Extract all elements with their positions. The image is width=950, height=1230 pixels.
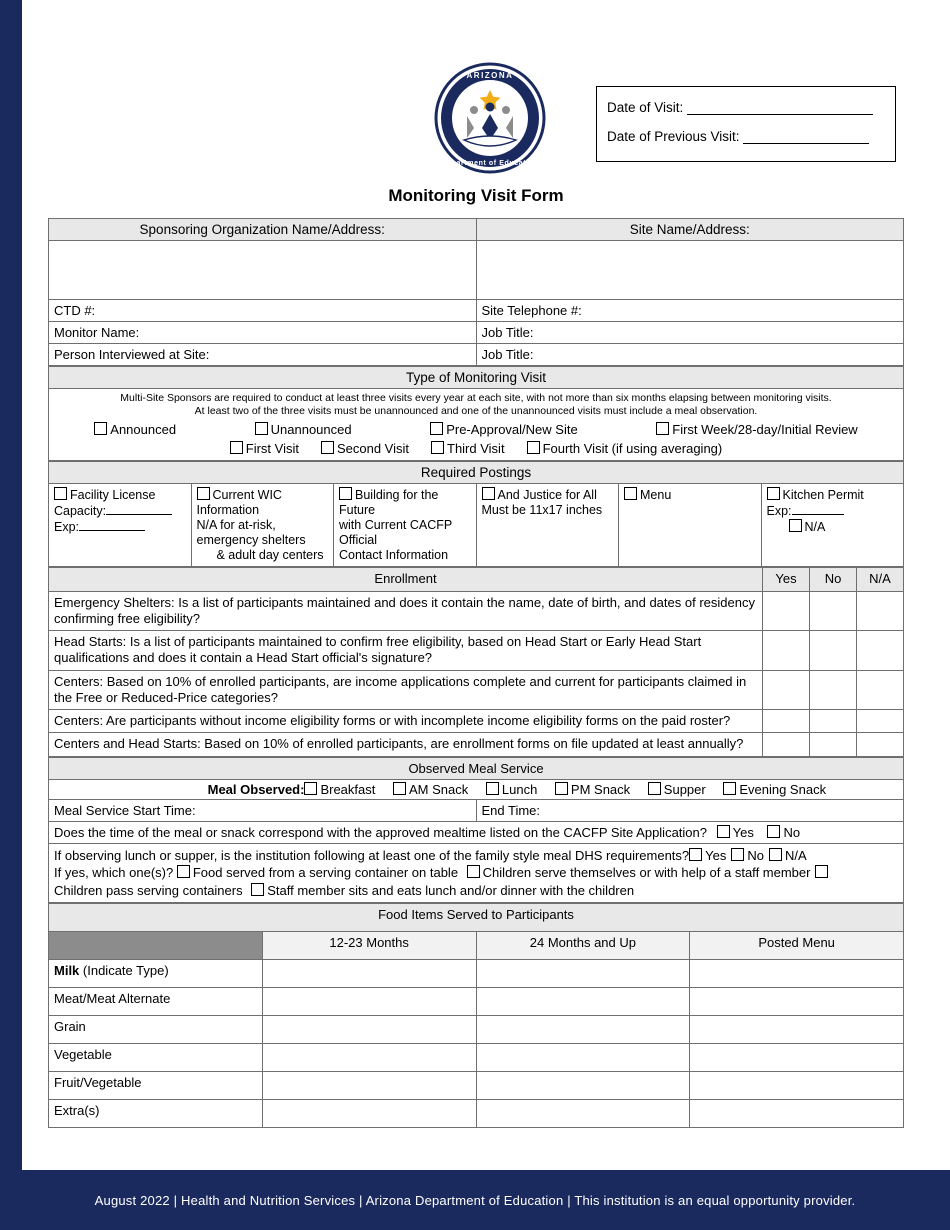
visit-date-box: [596, 86, 896, 162]
table-row: [49, 219, 904, 241]
checkbox-icon[interactable]: [431, 441, 444, 454]
food-row-vegetable: Vegetable: [49, 1044, 263, 1072]
table-row: [49, 241, 904, 300]
checkbox-icon[interactable]: [486, 782, 499, 795]
enrollment-answer-yes[interactable]: [763, 710, 810, 733]
enrollment-table: [48, 567, 904, 756]
table-row: [49, 344, 904, 366]
food-row-grain: Grain: [49, 1016, 263, 1044]
required-postings-band: Required Postings: [49, 462, 904, 484]
enrollment-answer-no[interactable]: [810, 733, 857, 756]
person-interviewed-label[interactable]: Person Interviewed at Site:: [49, 344, 477, 366]
exp-label: Exp:: [54, 520, 80, 535]
checkbox-icon[interactable]: [689, 848, 702, 861]
posting-sub1: with Current CACFP Official: [339, 518, 452, 548]
meal-end-time-label[interactable]: End Time:: [476, 799, 904, 821]
food-cell-posted-menu[interactable]: [690, 960, 904, 988]
food-items-table: [48, 903, 904, 1128]
checkbox-label-evening-snack: Evening Snack: [739, 781, 827, 797]
food-row-label: Milk: [54, 963, 80, 979]
posting-label: And Justice for All: [497, 488, 597, 503]
checkbox-icon[interactable]: [527, 441, 540, 454]
checkbox-label: Pre-Approval/New Site: [446, 422, 578, 438]
table-row: [49, 757, 904, 779]
checkbox-unannounced[interactable]: [255, 422, 352, 437]
food-cell-24-up[interactable]: [476, 1044, 690, 1072]
page-title: Monitoring Visit Form: [388, 186, 564, 205]
checkbox-second-visit[interactable]: [321, 441, 409, 456]
table-row: [49, 799, 904, 821]
food-row-milk: [49, 960, 263, 988]
meal-observed-label: Meal Observed:: [207, 781, 305, 797]
checkbox-icon[interactable]: [767, 825, 780, 838]
table-row: [49, 1044, 904, 1072]
checkbox-icon[interactable]: [555, 782, 568, 795]
checkbox-label-food-served-container: Food served from a serving container on table: [192, 865, 459, 881]
checkbox-icon[interactable]: [304, 782, 317, 795]
table-row: [49, 367, 904, 389]
food-cell-12-23[interactable]: [262, 1044, 476, 1072]
enrollment-answer-na[interactable]: [857, 591, 904, 631]
checkbox-label-children-pass-containers: Children pass serving containers: [54, 882, 243, 898]
date-of-previous-visit-row: [607, 128, 885, 144]
table-row: [49, 1072, 904, 1100]
monitoring-visit-options: [49, 420, 903, 460]
checkbox-icon[interactable]: [430, 422, 443, 435]
left-accent-bar: [0, 0, 22, 1230]
checkbox-icon[interactable]: [197, 487, 210, 500]
checkbox-first-visit[interactable]: [230, 441, 299, 456]
checkbox-icon[interactable]: [731, 848, 744, 861]
food-cell-posted-menu[interactable]: [690, 1016, 904, 1044]
checkbox-icon[interactable]: [815, 865, 828, 878]
checkbox-label-breakfast: Breakfast: [320, 781, 376, 797]
date-of-visit-row: [607, 99, 885, 115]
checkbox-label: First Visit: [245, 441, 299, 457]
checkbox-first-week-initial-review[interactable]: [656, 422, 857, 437]
date-of-previous-visit-field[interactable]: [743, 128, 869, 144]
enrollment-question-head-starts: Head Starts: Is a list of participants maintained to confirm free eligibility, based on Head Start or Early Head Start qualifications and does it contain a Head Start official's signature?: [49, 631, 763, 671]
capacity-field[interactable]: [106, 503, 172, 515]
posting-menu[interactable]: [619, 484, 762, 567]
food-cell-24-up[interactable]: [476, 960, 690, 988]
food-cell-12-23[interactable]: [262, 988, 476, 1016]
enrollment-col-na: N/A: [857, 568, 904, 591]
food-row-sublabel: (Indicate Type): [79, 963, 169, 979]
sponsor-header: Sponsoring Organization Name/Address:: [49, 219, 477, 241]
monitor-name-label[interactable]: Monitor Name:: [49, 322, 477, 344]
required-postings-table: [48, 461, 904, 567]
sponsor-site-table: [48, 218, 904, 366]
checkbox-third-visit[interactable]: [431, 441, 505, 456]
table-row: [49, 300, 904, 322]
checkbox-label: Fourth Visit (if using averaging): [542, 441, 723, 457]
checkbox-label: Announced: [110, 422, 177, 438]
checkbox-icon[interactable]: [767, 487, 780, 500]
meal-start-time-label[interactable]: Meal Service Start Time:: [49, 799, 477, 821]
posting-building-for-the-future[interactable]: [334, 484, 477, 567]
enrollment-answer-na[interactable]: [857, 670, 904, 710]
checkbox-icon[interactable]: [648, 782, 661, 795]
checkbox-label-yes: Yes: [732, 824, 754, 840]
svg-text:ARIZONA: ARIZONA: [466, 71, 514, 80]
posting-facility-license[interactable]: [49, 484, 192, 567]
checkbox-icon[interactable]: [251, 883, 264, 896]
table-row: [49, 568, 904, 591]
posting-and-justice-for-all[interactable]: [476, 484, 619, 567]
table-row: [49, 779, 904, 799]
food-cell-24-up[interactable]: [476, 1016, 690, 1044]
monitor-job-title-label[interactable]: Job Title:: [476, 322, 904, 344]
table-row: [49, 462, 904, 484]
table-row: [49, 932, 904, 960]
svg-text:Department of Education: Department of Education: [441, 160, 539, 167]
enrollment-question-centers-income-applications: Centers: Based on 10% of enrolled participants, are income applications complete and current for participants claimed in the Free or Reduced-Price categories?: [49, 670, 763, 710]
enrollment-band: Enrollment: [49, 568, 763, 591]
checkbox-icon[interactable]: [230, 441, 243, 454]
posting-label: Current WIC Information: [196, 488, 282, 518]
table-row: [49, 591, 904, 631]
document-header: [48, 48, 904, 180]
monitoring-visit-note-line2: At least two of the three visits must be unannounced and one of the unannounced visits must include a meal observation.: [194, 405, 758, 418]
food-cell-posted-menu[interactable]: [690, 1072, 904, 1100]
table-row: [49, 631, 904, 671]
checkbox-label-staff-sits-and-eats: Staff member sits and eats lunch and/or dinner with the children: [267, 882, 635, 898]
checkbox-label-pm-snack: PM Snack: [570, 781, 631, 797]
table-row: [49, 988, 904, 1016]
page-footer: [0, 1170, 950, 1230]
checkbox-pre-approval-new-site[interactable]: [430, 422, 578, 437]
footer-text: August 2022 | Health and Nutrition Services | Arizona Department of Education | This institution is an equal opportunity provider.: [94, 1192, 856, 1208]
enrollment-question-paid-roster: Centers: Are participants without income eligibility forms or with incomplete income eligibility forms on the paid roster?: [49, 710, 763, 733]
checkbox-icon[interactable]: [255, 422, 268, 435]
food-cell-posted-menu[interactable]: [690, 1100, 904, 1128]
ade-logo: [434, 62, 546, 174]
exp-label: Exp:: [766, 504, 792, 519]
posting-label: Facility License: [70, 488, 156, 503]
food-cell-posted-menu[interactable]: [690, 988, 904, 1016]
food-row-meat-alternate: Meat/Meat Alternate: [49, 988, 263, 1016]
sponsor-address-field[interactable]: [49, 241, 477, 300]
ctd-number-label[interactable]: CTD #:: [49, 300, 477, 322]
table-row: [49, 670, 904, 710]
checkbox-icon[interactable]: [54, 487, 67, 500]
posting-label: Menu: [640, 488, 672, 503]
monitoring-visit-note: [49, 389, 903, 420]
food-items-corner-cell: [49, 932, 263, 960]
table-row: [49, 710, 904, 733]
checkbox-label-no: No: [783, 824, 801, 840]
table-row: [49, 904, 904, 932]
checkbox-label: Unannounced: [270, 422, 352, 438]
food-cell-24-up[interactable]: [476, 988, 690, 1016]
exp-field[interactable]: [792, 503, 844, 515]
site-telephone-label[interactable]: Site Telephone #:: [476, 300, 904, 322]
checkbox-label-yes: Yes: [705, 847, 727, 863]
posting-sub1: Must be 11x17 inches: [481, 503, 603, 518]
checkbox-label: First Week/28-day/Initial Review: [672, 422, 858, 438]
table-row: [49, 322, 904, 344]
checkbox-icon[interactable]: [94, 422, 107, 435]
food-col-posted-menu: Posted Menu: [690, 932, 904, 960]
posting-sub2: Contact Information: [339, 548, 449, 563]
table-row: [49, 389, 904, 461]
document-page: [22, 0, 950, 1230]
interviewee-job-title-label[interactable]: Job Title:: [476, 344, 904, 366]
checkbox-announced[interactable]: [94, 422, 176, 437]
family-style-question: If observing lunch or supper, is the institution following at least one of the family style meal DHS requirements?: [54, 847, 690, 863]
family-style-block: [49, 843, 904, 903]
enrollment-question-enrollment-forms: Centers and Head Starts: Based on 10% of enrolled participants, are enrollment forms on file updated at least annually?: [49, 733, 763, 756]
observed-meal-service-table: [48, 757, 904, 904]
food-row-fruit-vegetable: Fruit/Vegetable: [49, 1072, 263, 1100]
checkbox-icon[interactable]: [717, 825, 730, 838]
food-items-band: Food Items Served to Participants: [49, 904, 904, 932]
table-row: [49, 821, 904, 843]
checkbox-label-no: No: [747, 847, 764, 863]
table-row: [49, 733, 904, 756]
table-row: [49, 1016, 904, 1044]
posting-sub2: & adult day centers: [216, 548, 324, 563]
checkbox-icon[interactable]: [467, 865, 480, 878]
enrollment-answer-no[interactable]: [810, 710, 857, 733]
site-address-field[interactable]: [476, 241, 904, 300]
posting-label: Kitchen Permit: [782, 488, 864, 503]
checkbox-icon[interactable]: [723, 782, 736, 795]
food-cell-24-up[interactable]: [476, 1072, 690, 1100]
checkbox-label-supper: Supper: [663, 781, 706, 797]
table-row: [49, 960, 904, 988]
food-cell-24-up[interactable]: [476, 1100, 690, 1128]
date-of-previous-visit-label: Date of Previous Visit:: [607, 129, 740, 144]
na-label: N/A: [804, 520, 826, 535]
food-cell-12-23[interactable]: [262, 1072, 476, 1100]
enrollment-answer-yes[interactable]: [763, 631, 810, 671]
posting-kitchen-permit[interactable]: [761, 484, 904, 567]
enrollment-answer-yes[interactable]: [763, 670, 810, 710]
food-cell-posted-menu[interactable]: [690, 1044, 904, 1072]
checkbox-icon[interactable]: [482, 487, 495, 500]
food-col-24-months-and-up: 24 Months and Up: [476, 932, 690, 960]
checkbox-icon[interactable]: [339, 487, 352, 500]
checkbox-label-children-serve-themselves: Children serve themselves or with help of a staff member: [482, 865, 811, 881]
monitoring-visit-band: Type of Monitoring Visit: [49, 367, 904, 389]
posting-label: Building for the Future: [339, 488, 439, 518]
capacity-label: Capacity:: [54, 504, 107, 519]
enrollment-answer-na[interactable]: [857, 631, 904, 671]
date-of-visit-label: Date of Visit:: [607, 100, 684, 115]
checkbox-icon[interactable]: [789, 519, 802, 532]
table-row: [49, 484, 904, 567]
observed-meal-band: Observed Meal Service: [49, 757, 904, 779]
enrollment-col-yes: Yes: [763, 568, 810, 591]
table-row: [49, 1100, 904, 1128]
checkbox-fourth-visit[interactable]: [527, 441, 723, 456]
checkbox-icon[interactable]: [656, 422, 669, 435]
enrollment-answer-na[interactable]: [857, 733, 904, 756]
checkbox-icon[interactable]: [624, 487, 637, 500]
mealtime-question: Does the time of the meal or snack correspond with the approved mealtime listed on the CACFP Site Application?: [54, 824, 707, 840]
checkbox-icon[interactable]: [177, 865, 190, 878]
checkbox-label-am-snack: AM Snack: [409, 781, 469, 797]
checkbox-label-lunch: Lunch: [501, 781, 538, 797]
enrollment-col-no: No: [810, 568, 857, 591]
food-col-12-23-months: 12-23 Months: [262, 932, 476, 960]
checkbox-label: Second Visit: [336, 441, 409, 457]
meal-observed-row: [49, 779, 904, 799]
posting-current-wic-information[interactable]: [191, 484, 334, 567]
enrollment-answer-no[interactable]: [810, 591, 857, 631]
table-row: [49, 843, 904, 903]
enrollment-answer-na[interactable]: [857, 710, 904, 733]
checkbox-icon[interactable]: [393, 782, 406, 795]
enrollment-answer-no[interactable]: [810, 631, 857, 671]
posting-sub1: N/A for at-risk, emergency shelters: [196, 518, 306, 548]
food-cell-12-23[interactable]: [262, 1016, 476, 1044]
checkbox-label-na: N/A: [785, 847, 807, 863]
checkbox-label: Third Visit: [447, 441, 505, 457]
enrollment-answer-yes[interactable]: [763, 733, 810, 756]
checkbox-icon[interactable]: [769, 848, 782, 861]
enrollment-answer-no[interactable]: [810, 670, 857, 710]
exp-field[interactable]: [79, 519, 145, 531]
date-of-visit-field[interactable]: [687, 99, 873, 115]
food-row-extras: Extra(s): [49, 1100, 263, 1128]
food-cell-12-23[interactable]: [262, 1100, 476, 1128]
monitoring-visit-table: [48, 366, 904, 461]
site-header: Site Name/Address:: [476, 219, 904, 241]
enrollment-answer-yes[interactable]: [763, 591, 810, 631]
mealtime-correspond-row: [49, 821, 904, 843]
checkbox-icon[interactable]: [321, 441, 334, 454]
which-ones-label: If yes, which one(s)?: [54, 865, 174, 881]
enrollment-question-emergency-shelters: Emergency Shelters: Is a list of participants maintained and does it contain the name, date of birth, and dates of residency confirming free eligibility?: [49, 591, 763, 631]
monitoring-visit-note-line1: Multi-Site Sponsors are required to conduct at least three visits every year at each site, with not more than six months elapsing between monitoring visits.: [120, 392, 832, 404]
food-cell-12-23[interactable]: [262, 960, 476, 988]
